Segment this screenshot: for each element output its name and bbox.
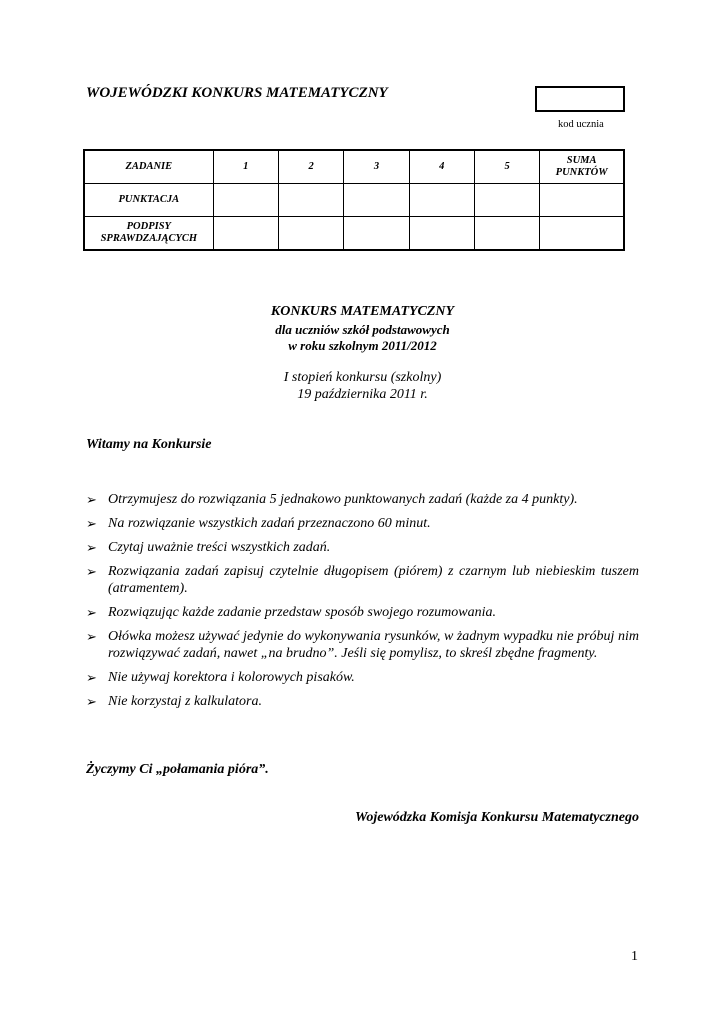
contest-audience: dla uczniów szkół podstawowych [275,322,450,337]
rule-text: Nie używaj korektora i kolorowych pisaków. [108,670,355,685]
list-item [86,539,639,556]
sum-header [540,150,624,184]
signatures-label-line1: PODPISY [126,221,171,232]
task-number-2: 2 [278,150,343,184]
task-number-5: 5 [474,150,539,184]
signature-cell-sum[interactable] [540,217,624,251]
welcome-heading: Witamy na Konkursie [86,437,212,452]
row-label-score: PUNKTACJA [84,184,213,217]
student-code-label: kod ucznia [558,119,604,130]
row-label-task: ZADANIE [84,150,213,184]
page-number: 1 [631,949,638,964]
arrow-bullet-icon: ➢ [86,694,97,709]
table-row [84,184,624,217]
header-title: WOJEWÓDZKI KONKURS MATEMATYCZNY [86,85,388,101]
sum-label-line1: SUMA [566,155,597,166]
score-cell-3[interactable] [344,184,409,217]
arrow-bullet-icon: ➢ [86,605,97,620]
rule-text: Na rozwiązanie wszystkich zadań przeznaczono 60 minut. [108,516,431,531]
signature-cell-5[interactable] [474,217,539,251]
list-item [86,628,639,662]
score-cell-sum[interactable] [540,184,624,217]
row-label-signatures [84,217,213,251]
contest-date: 19 października 2011 r. [297,387,428,402]
task-number-4: 4 [409,150,474,184]
score-table [83,149,625,251]
committee-signature: Wojewódzka Komisja Konkursu Matematycznego [354,810,639,825]
table-row [84,150,624,184]
score-cell-5[interactable] [474,184,539,217]
signature-cell-4[interactable] [409,217,474,251]
arrow-bullet-icon: ➢ [86,492,97,507]
list-item [86,491,639,508]
score-cell-4[interactable] [409,184,474,217]
contest-title: KONKURS MATEMATYCZNY [270,304,455,319]
list-item [86,604,639,621]
contest-school-year: w roku szkolnym 2011/2012 [288,338,437,353]
score-cell-2[interactable] [278,184,343,217]
signature-cell-1[interactable] [213,217,278,251]
arrow-bullet-icon: ➢ [86,564,97,579]
arrow-bullet-icon: ➢ [86,629,97,644]
rule-text: Rozwiązania zadań zapisuj czytelnie długopisem (piórem) z czarnym lub niebieskim tuszem (atramentem). [108,564,639,596]
signature-cell-2[interactable] [278,217,343,251]
arrow-bullet-icon: ➢ [86,670,97,685]
rule-text: Czytaj uważnie treści wszystkich zadań. [108,540,331,555]
list-item [86,669,639,686]
rule-text: Rozwiązując każde zadanie przedstaw sposób swojego rozumowania. [108,605,496,620]
rule-text: Ołówka możesz używać jedynie do wykonywania rysunków, w żadnym wypadku nie próbuj nim rozwiązywać zadań, nawet „na brudno”. Jeśli się pomylisz, to skreśl zbędne fragmenty. [108,629,639,661]
arrow-bullet-icon: ➢ [86,540,97,555]
rules-list [86,491,639,717]
signature-cell-3[interactable] [344,217,409,251]
student-code-box[interactable] [535,86,625,112]
rule-text: Nie korzystaj z kalkulatora. [108,694,262,709]
signatures-label-line2: SPRAWDZAJĄCYCH [100,233,198,244]
arrow-bullet-icon: ➢ [86,516,97,531]
contest-stage: I stopień konkursu (szkolny) [283,370,442,385]
list-item [86,563,639,597]
score-cell-1[interactable] [213,184,278,217]
list-item [86,693,639,710]
list-item [86,515,639,532]
table-row [84,217,624,251]
rule-text: Otrzymujesz do rozwiązania 5 jednakowo punktowanych zadań (każde za 4 punkty). [108,492,578,507]
closing-wish: Życzymy Ci „połamania pióra”. [86,762,269,777]
task-number-1: 1 [213,150,278,184]
sum-label-line2: PUNKTÓW [555,167,608,178]
task-number-3: 3 [344,150,409,184]
